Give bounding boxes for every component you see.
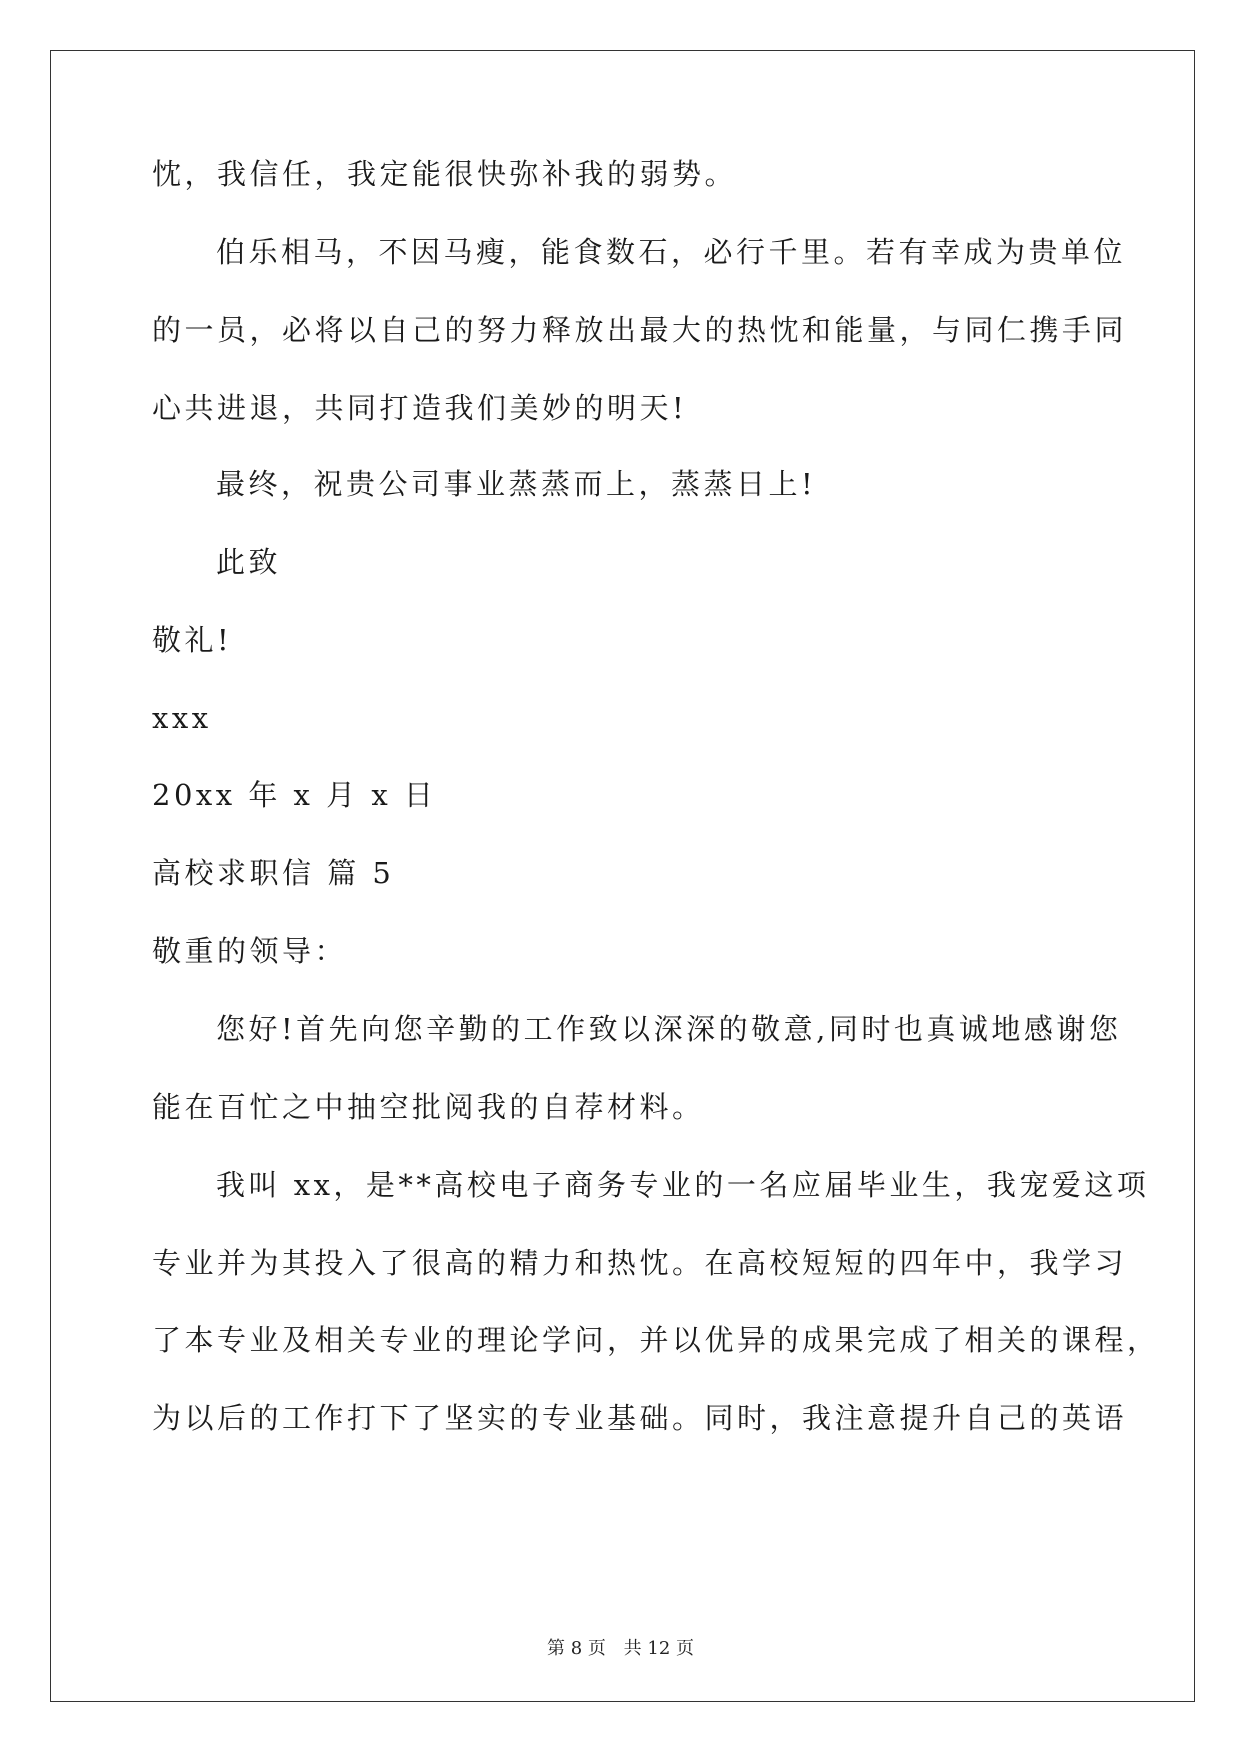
text-line: 为以后的工作打下了坚实的专业基础。同时，我注意提升自己的英语 [152,1401,1128,1435]
text-line: 您好!首先向您辛勤的工作致以深深的敬意,同时也真诚地感谢您 [216,1012,1122,1046]
page-number: 第 8 页 [547,1638,606,1659]
text-line: 忱，我信任，我定能很快弥补我的弱势。 [152,157,738,191]
text-line: 我叫 xx，是**高校电子商务专业的一名应届毕业生，我宠爱这项 [216,1168,1150,1202]
text-line: 能在百忙之中抽空批阅我的自荐材料。 [152,1090,705,1124]
text-line: 最终，祝贵公司事业蒸蒸而上，蒸蒸日上! [216,467,817,501]
text-line: 专业并为其投入了很高的精力和热忱。在高校短短的四年中，我学习 [152,1246,1128,1280]
text-line: 敬礼! [152,623,233,657]
text-line: 此致 [216,545,282,579]
section-heading: 高校求职信 篇 5 [152,856,395,890]
text-line: xxx [152,701,212,735]
text-line: 了本专业及相关专业的理论学问，并以优异的成果完成了相关的课程， [152,1323,1160,1357]
text-line: 的一员，必将以自己的努力释放出最大的热忱和能量，与同仁携手同 [152,313,1128,347]
page-footer [0,1634,1241,1660]
text-line: 伯乐相马，不因马瘦，能食数石，必行千里。若有幸成为贵单位 [216,235,1127,269]
text-line: 心共进退，共同打造我们美妙的明天! [152,391,688,425]
page-total: 共 12 页 [623,1638,694,1659]
salutation: 敬重的领导： [152,934,348,968]
text-line: 20xx 年 x 月 x 日 [152,778,437,812]
